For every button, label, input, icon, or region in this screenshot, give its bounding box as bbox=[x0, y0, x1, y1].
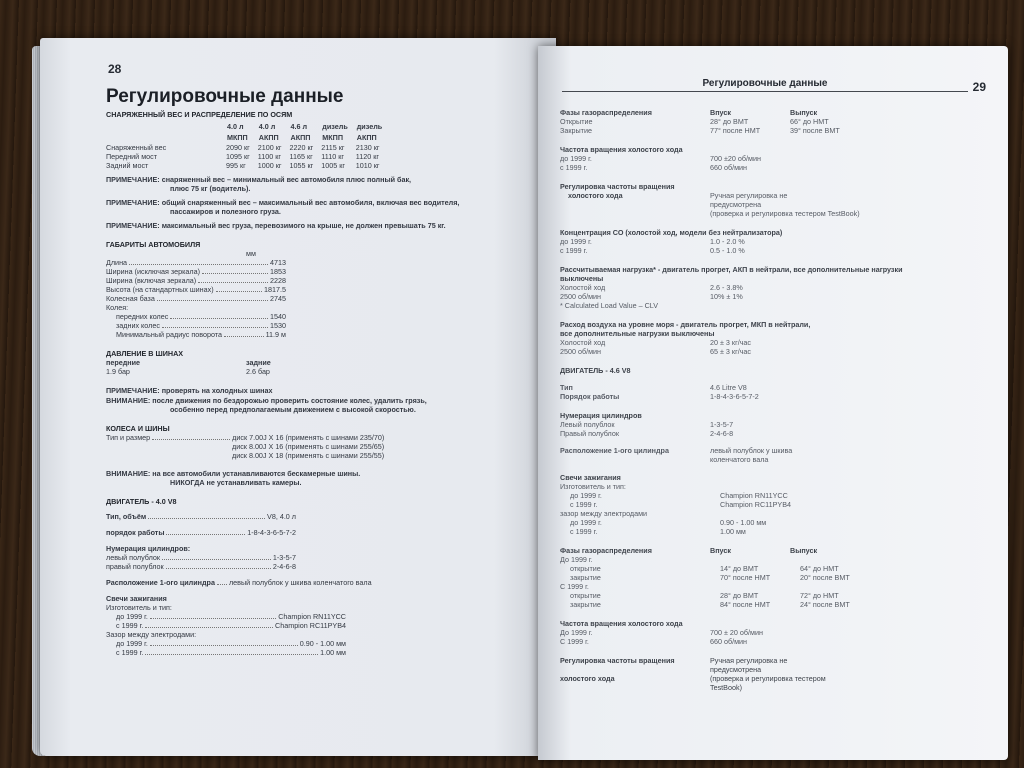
table-cell: 84° после НМТ bbox=[720, 600, 771, 609]
list-item bbox=[560, 527, 990, 536]
table-cell: 77° после НМТ bbox=[710, 126, 761, 135]
row-label: Передний мост bbox=[106, 152, 158, 161]
table-cell: 1165 кг bbox=[289, 152, 313, 161]
table-row bbox=[560, 573, 990, 582]
right-page-content bbox=[560, 108, 990, 692]
table-cell: 1055 кг bbox=[289, 161, 314, 170]
plugs-heading: Свечи зажигания bbox=[560, 473, 621, 482]
note-text: на все автомобили устанавливаются бескамерные шины. bbox=[152, 469, 361, 478]
leader-dots bbox=[202, 273, 268, 274]
list-item bbox=[560, 347, 990, 356]
leader-dots bbox=[162, 327, 268, 328]
leader-dots bbox=[198, 282, 268, 283]
row-label: открытие bbox=[570, 564, 601, 573]
row-label: закрытие bbox=[570, 573, 601, 582]
item-value: 1-3-5-7 bbox=[710, 420, 734, 429]
item-value: левый полублок у шкива коленчатого вала bbox=[228, 578, 372, 587]
wheels-heading: КОЛЕСА И ШИНЫ bbox=[106, 424, 170, 433]
list-item bbox=[560, 392, 990, 401]
table-cell: 2100 кг bbox=[257, 143, 282, 152]
item-value: V8, 4.0 л bbox=[267, 512, 296, 521]
note bbox=[106, 198, 536, 216]
col-intake: Впуск bbox=[710, 108, 731, 117]
list-item bbox=[560, 154, 990, 163]
numbering-label: Нумерация цилиндров: bbox=[106, 544, 191, 553]
idle-adjust-row bbox=[560, 674, 990, 692]
load-heading-2: выключены bbox=[560, 274, 604, 283]
item-value: 1.00 мм bbox=[320, 648, 346, 657]
note-continuation: плюс 75 кг (водитель). bbox=[170, 184, 251, 193]
note-continuation: пассажиров и полезного груза. bbox=[170, 207, 281, 216]
pressure-heading: ДАВЛЕНИЕ В ШИНАХ bbox=[106, 349, 184, 358]
col-header: 4.6 л bbox=[290, 122, 308, 131]
leader-dots bbox=[216, 291, 262, 292]
item-label: с 1999 г. bbox=[116, 648, 144, 657]
leader-dots bbox=[170, 318, 268, 319]
item-value: 660 об/мин bbox=[710, 637, 748, 646]
table-cell: 28° до ВМТ bbox=[710, 117, 749, 126]
left-page bbox=[40, 38, 556, 756]
col-header: АКПП bbox=[290, 133, 311, 142]
note-key: ПРИМЕЧАНИЕ: bbox=[106, 198, 160, 207]
page-number-right: 29 bbox=[972, 80, 986, 94]
list-item bbox=[560, 628, 990, 637]
list-item bbox=[106, 578, 536, 587]
item-value: 660 об/мин bbox=[710, 163, 748, 172]
item-value: 1-3-5-7 bbox=[272, 553, 296, 562]
table-cell: 72° до НМТ bbox=[800, 591, 839, 600]
list-item bbox=[106, 321, 286, 330]
maker-label: Изготовитель и тип: bbox=[560, 482, 626, 491]
item-label: Ширина (включая зеркала) bbox=[106, 276, 197, 285]
leader-dots bbox=[166, 568, 271, 569]
list-item bbox=[106, 258, 286, 267]
item-value: 20 ± 3 кг/час bbox=[710, 338, 752, 347]
item-label: До 1999 г. bbox=[560, 628, 593, 637]
weights-table bbox=[106, 121, 390, 170]
item-value: 2745 bbox=[270, 294, 286, 303]
list-item bbox=[560, 237, 990, 246]
item-value: 700 ± 20 об/мин bbox=[710, 628, 763, 637]
list-item bbox=[560, 246, 990, 255]
front-value: 1.9 бар bbox=[106, 367, 130, 376]
engine-specs bbox=[106, 512, 296, 571]
table-cell: 20° после ВМТ bbox=[800, 573, 850, 582]
list-item bbox=[560, 338, 990, 347]
table-row bbox=[106, 143, 390, 152]
note-text: максимальный вес груза, перевозимого на крыше, не должен превышать 75 кг. bbox=[161, 221, 446, 230]
table-cell: 70° после НМТ bbox=[720, 573, 771, 582]
item-value: 2-4-6-8 bbox=[710, 429, 734, 438]
leader-dots bbox=[150, 645, 298, 646]
list-item bbox=[560, 163, 990, 172]
item-label: правый полублок bbox=[106, 562, 164, 571]
airflow-heading-2: все дополнительные нагрузки выключены bbox=[560, 329, 715, 338]
table-row bbox=[560, 591, 990, 600]
item-label: с 1999 г. bbox=[560, 163, 588, 172]
weights-heading: СНАРЯЖЕННЫЙ ВЕС И РАСПРЕДЕЛЕНИЕ ПО ОСЯМ bbox=[106, 110, 293, 119]
item-value: диск 8.00J X 18 (применять с шинами 255/55) bbox=[232, 451, 385, 460]
note-text: после движения по бездорожью проверить состояние колес, удалить грязь, bbox=[152, 396, 427, 405]
leader-dots bbox=[162, 559, 271, 560]
note-text: снаряженный вес – минимальный вес автомобиля плюс полный бак, bbox=[161, 175, 412, 184]
table-cell: 1010 кг bbox=[355, 161, 380, 170]
leader-dots bbox=[150, 618, 276, 619]
table-cell: 1000 кг bbox=[257, 161, 282, 170]
leader-dots bbox=[166, 534, 245, 535]
table-cell: 1005 кг bbox=[321, 161, 346, 170]
footnote: * Calculated Load Value – CLV bbox=[560, 301, 659, 310]
row-label: Снаряженный вес bbox=[106, 143, 167, 152]
table-cell: 995 кг bbox=[226, 161, 246, 170]
item-label: с 1999 г. bbox=[560, 246, 588, 255]
item-label: 2500 об/мин bbox=[560, 292, 602, 301]
col-header: дизель bbox=[322, 122, 348, 131]
table-cell: 14° до ВМТ bbox=[720, 564, 759, 573]
item-value: 4713 bbox=[270, 258, 286, 267]
list-item bbox=[560, 191, 990, 209]
item-value: Champion RN11YCC bbox=[720, 491, 788, 500]
idle-heading: Частота вращения холостого хода bbox=[560, 619, 683, 628]
page-number-left: 28 bbox=[108, 62, 122, 76]
item-label: Левый полублок bbox=[560, 420, 615, 429]
table-cell: 1100 кг bbox=[257, 152, 281, 161]
item-value: (проверка и регулировка тестером TestBook) bbox=[710, 674, 826, 692]
rear-label: задние bbox=[246, 358, 271, 367]
item-label: до 1999 г. bbox=[560, 154, 592, 163]
leader-dots bbox=[157, 300, 268, 301]
table-row bbox=[560, 117, 990, 126]
row-label: открытие bbox=[570, 591, 601, 600]
idle-adjust-heading-2: холостого хода bbox=[568, 191, 623, 200]
numbering-label: Нумерация цилиндров bbox=[560, 411, 642, 420]
item-label: 2500 об/мин bbox=[560, 347, 602, 356]
warning-note bbox=[106, 469, 536, 487]
item-value: 65 ± 3 кг/час bbox=[710, 347, 752, 356]
item-value: 4.6 Litre V8 bbox=[710, 383, 747, 392]
maker-label: Изготовитель и тип: bbox=[106, 603, 172, 612]
table-row bbox=[106, 161, 390, 170]
leader-dots bbox=[148, 518, 265, 519]
list-item bbox=[106, 512, 296, 521]
list-item bbox=[106, 433, 536, 442]
item-value: 1817.5 bbox=[264, 285, 286, 294]
col-header: АКПП bbox=[258, 133, 279, 142]
item-label: Высота (на стандартных шинах) bbox=[106, 285, 214, 294]
table-cell: 2090 кг bbox=[226, 143, 250, 152]
item-value: левый полублок у шкива коленчатого вала bbox=[710, 446, 793, 464]
load-heading: Рассчитываемая нагрузка* - двигатель прогрет, АКП в нейтрали, все дополнительные нагрузки bbox=[560, 265, 903, 274]
list-item bbox=[106, 612, 346, 621]
list-item bbox=[106, 267, 286, 276]
item-label: порядок работы bbox=[106, 528, 165, 537]
item-label: с 1999 г. bbox=[570, 500, 598, 509]
table-cell: 2220 кг bbox=[289, 143, 314, 152]
item-label: левый полублок bbox=[106, 553, 160, 562]
table-cell: 24° после ВМТ bbox=[800, 600, 850, 609]
item-label: Порядок работы bbox=[560, 392, 620, 401]
item-label: Правый полублок bbox=[560, 429, 619, 438]
row-label: Закрытие bbox=[560, 126, 592, 135]
item-label: Холостой ход bbox=[560, 283, 606, 292]
item-label: до 1999 г. bbox=[116, 639, 148, 648]
list-item bbox=[106, 330, 286, 339]
table-row bbox=[106, 152, 390, 161]
item-value: 1.0 - 2.0 % bbox=[710, 237, 745, 246]
list-item bbox=[106, 648, 346, 657]
col-header: МКПП bbox=[227, 133, 248, 142]
list-item bbox=[560, 429, 990, 438]
item-label: с 1999 г. bbox=[570, 527, 598, 536]
item-label: до 1999 г. bbox=[116, 612, 148, 621]
item-value: 2228 bbox=[270, 276, 286, 285]
item-label: Холостой ход bbox=[560, 338, 606, 347]
table-row bbox=[560, 126, 990, 135]
leader-dots bbox=[145, 654, 318, 655]
col-header: 4.0 л bbox=[258, 122, 276, 131]
item-value: диск 8.00J X 16 (применять с шинами 255/65) bbox=[232, 442, 385, 451]
note-key: ВНИМАНИЕ: bbox=[106, 469, 151, 478]
item-value: 700 ±20 об/мин bbox=[710, 154, 761, 163]
item-label: Колесная база bbox=[106, 294, 155, 303]
list-item bbox=[560, 500, 990, 509]
list-item bbox=[560, 420, 990, 429]
table-cell: 39° после ВМТ bbox=[790, 126, 840, 135]
list-item bbox=[106, 562, 296, 571]
note bbox=[106, 175, 536, 193]
item-label: С 1999 г. bbox=[560, 637, 589, 646]
item-label: Расположение 1-ого цилиндра bbox=[560, 446, 669, 455]
item-label: Тип и размер bbox=[106, 433, 151, 442]
item-label: Расположение 1-ого цилиндра bbox=[106, 578, 215, 587]
gap-label: Зазор между электродами: bbox=[106, 630, 197, 639]
item-label: передних колес bbox=[116, 312, 169, 321]
pressure-values bbox=[106, 367, 536, 376]
list-item bbox=[560, 283, 990, 292]
row-label: закрытие bbox=[570, 600, 601, 609]
item-label: до 1999 г. bbox=[570, 491, 602, 500]
note-continuation: НИКОГДА не устанавливать камеры. bbox=[170, 478, 302, 487]
item-value: Champion RC11PYB4 bbox=[720, 500, 791, 509]
group-label: До 1999 г. bbox=[560, 555, 593, 564]
item-value: 1.00 мм bbox=[720, 527, 746, 536]
table-cell: 1095 кг bbox=[226, 152, 250, 161]
item-label: Ширина (исключая зеркала) bbox=[106, 267, 200, 276]
dimensions-heading: ГАБАРИТЫ АВТОМОБИЛЯ bbox=[106, 240, 201, 249]
timing-header bbox=[560, 108, 990, 117]
col-header: АКПП bbox=[356, 133, 377, 142]
pressure-labels bbox=[106, 358, 536, 367]
item-value: 10% ± 1% bbox=[710, 292, 743, 301]
weights-header-row-1 bbox=[106, 121, 390, 132]
col-exhaust: Выпуск bbox=[790, 546, 818, 555]
list-item bbox=[560, 292, 990, 301]
track-label: Колея: bbox=[106, 303, 129, 312]
table-cell: 2115 кг bbox=[321, 143, 345, 152]
open-manual-book bbox=[30, 26, 1010, 756]
item-value: 0.90 - 1.00 мм bbox=[299, 639, 346, 648]
item-label: Тип, объём bbox=[106, 512, 147, 521]
table-cell: 1120 кг bbox=[355, 152, 379, 161]
item-value: 1530 bbox=[270, 321, 286, 330]
item-label: до 1999 г. bbox=[560, 237, 592, 246]
item-value: 0.5 - 1.0 % bbox=[710, 246, 745, 255]
list-item bbox=[106, 294, 286, 303]
list-item bbox=[106, 276, 286, 285]
item-value: Champion RN11YCC bbox=[278, 612, 346, 621]
engine46-heading: ДВИГАТЕЛЬ - 4.6 V8 bbox=[560, 366, 631, 375]
list-item bbox=[560, 446, 990, 464]
gap-label: зазор между электродами bbox=[560, 509, 648, 518]
note-key: ПРИМЕЧАНИЕ: bbox=[106, 221, 160, 230]
timing2-header bbox=[560, 546, 990, 555]
table-row bbox=[560, 564, 990, 573]
note-text: проверять на холодных шинах bbox=[161, 386, 273, 395]
dimensions-list bbox=[106, 258, 286, 339]
engine-heading: ДВИГАТЕЛЬ - 4.0 V8 bbox=[106, 497, 177, 506]
list-item bbox=[106, 639, 346, 648]
item-value: 1540 bbox=[270, 312, 286, 321]
idle-heading: Частота вращения холостого хода bbox=[560, 145, 683, 154]
list-item bbox=[106, 285, 286, 294]
table-row bbox=[560, 600, 990, 609]
note-text: общий снаряженный вес – максимальный вес автомобиля, включая вес водителя, bbox=[161, 198, 460, 207]
list-item bbox=[106, 312, 286, 321]
idle-adjust-heading-2: холостого хода bbox=[560, 674, 615, 683]
leader-dots bbox=[145, 627, 273, 628]
list-item bbox=[106, 528, 296, 537]
note-key: ВНИМАНИЕ: bbox=[106, 396, 151, 405]
leader-dots bbox=[224, 336, 264, 337]
row-label: Задний мост bbox=[106, 161, 149, 170]
co-heading: Концентрация СО (холостой ход, модели без нейтрализатора) bbox=[560, 228, 783, 237]
right-page bbox=[538, 46, 1008, 760]
item-value: (проверка и регулировка тестером TestBook) bbox=[710, 209, 860, 218]
timing-heading: Фазы газораспределения bbox=[560, 108, 652, 117]
item-label: задних колес bbox=[116, 321, 160, 330]
col-header: дизель bbox=[356, 122, 383, 131]
note-key: ПРИМЕЧАНИЕ: bbox=[106, 175, 160, 184]
item-value: 1-8-4-3-6-5-7-2 bbox=[710, 392, 759, 401]
item-label: Длина bbox=[106, 258, 128, 267]
leader-dots bbox=[129, 264, 268, 265]
plugs-heading: Свечи зажигания bbox=[106, 594, 167, 603]
weights-header-row-2 bbox=[106, 132, 390, 143]
list-item bbox=[560, 637, 990, 646]
idle-adjust-row bbox=[560, 656, 990, 674]
table-cell: 2130 кг bbox=[355, 143, 380, 152]
front-label: передние bbox=[106, 358, 141, 367]
leader-dots bbox=[217, 584, 227, 585]
item-value: Ручная регулировка не предусмотрена bbox=[710, 191, 788, 209]
page-title: Регулировочные данные bbox=[106, 86, 344, 107]
list-item bbox=[560, 491, 990, 500]
list-item bbox=[560, 518, 990, 527]
left-page-content bbox=[106, 110, 536, 657]
item-value: 2-4-6-8 bbox=[272, 562, 296, 571]
item-label: Минимальный радиус поворота bbox=[116, 330, 222, 339]
table-cell: 1110 кг bbox=[321, 152, 344, 161]
note bbox=[106, 386, 536, 395]
item-value: 11.9 м bbox=[265, 330, 286, 339]
idle-adjust-heading: Регулировка частоты вращения bbox=[560, 182, 675, 191]
group-label: С 1999 г. bbox=[560, 582, 589, 591]
item-value: 0.90 - 1.00 мм bbox=[720, 518, 767, 527]
item-value: Champion RC11PYB4 bbox=[275, 621, 346, 630]
table-cell: 66° до НМТ bbox=[790, 117, 829, 126]
item-value: 2.6 - 3.8% bbox=[710, 283, 743, 292]
item-label: до 1999 г. bbox=[570, 518, 602, 527]
list-item bbox=[106, 621, 346, 630]
idle-adjust-heading: Регулировка частоты вращения bbox=[560, 656, 675, 665]
timing-heading: Фазы газораспределения bbox=[560, 546, 652, 555]
note-key: ПРИМЕЧАНИЕ: bbox=[106, 386, 160, 395]
table-cell: 28° до ВМТ bbox=[720, 591, 759, 600]
running-header: Регулировочные данные bbox=[562, 78, 968, 92]
row-label: Открытие bbox=[560, 117, 593, 126]
item-value: 1-8-4-3-6-5-7-2 bbox=[247, 528, 296, 537]
item-value: 1853 bbox=[270, 267, 286, 276]
leader-dots bbox=[152, 439, 230, 440]
list-item bbox=[106, 553, 296, 562]
note bbox=[106, 396, 536, 414]
item-label: Тип bbox=[560, 383, 573, 392]
item-value: Ручная регулировка не предусмотрена bbox=[710, 656, 788, 674]
item-value: диск 7.00J X 16 (применять с шинами 235/70) bbox=[232, 433, 385, 442]
note-continuation: особенно перед предполагаемым движением с высокой скоростью. bbox=[170, 405, 416, 414]
note bbox=[106, 221, 536, 230]
dimensions-unit: мм bbox=[246, 249, 256, 258]
rear-value: 2.6 бар bbox=[246, 367, 270, 376]
table-cell: 64° до НМТ bbox=[800, 564, 839, 573]
item-label: с 1999 г. bbox=[116, 621, 144, 630]
airflow-heading: Расход воздуха на уровне моря - двигатель прогрет, МКП в нейтрали, bbox=[560, 320, 811, 329]
col-exhaust: Выпуск bbox=[790, 108, 818, 117]
col-intake: Впуск bbox=[710, 546, 731, 555]
col-header: 4.0 л bbox=[227, 122, 244, 131]
plug-specs bbox=[106, 603, 346, 657]
list-item bbox=[560, 383, 990, 392]
col-header: МКПП bbox=[322, 133, 344, 142]
